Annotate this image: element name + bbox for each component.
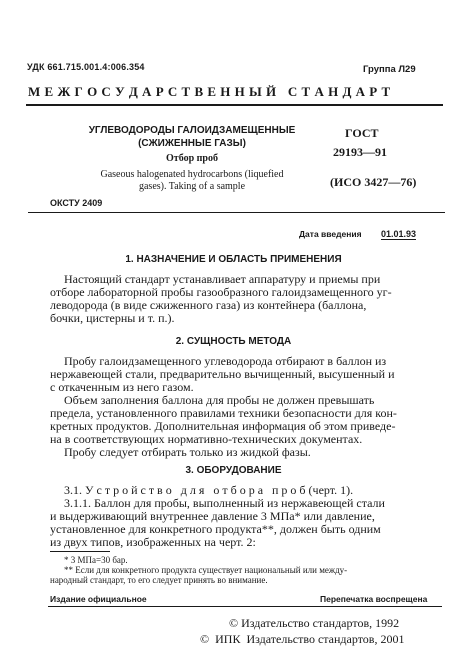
footnote-2-line2: народный стандарт, то его следует принять во внимание. bbox=[50, 575, 268, 585]
text-line: Пробу следует отбирать только из жидкой фазы. bbox=[64, 445, 311, 459]
section-2-heading: 2. СУЩНОСТЬ МЕТОДА bbox=[175, 336, 292, 347]
group-code: Группа Л29 bbox=[363, 64, 416, 75]
footer-rule bbox=[48, 606, 442, 607]
official-edition: Издание официальное bbox=[50, 594, 147, 604]
section-2-paragraph bbox=[50, 355, 418, 459]
text-line: леводорода (в виде сжиженного газа) из контейнера (баллона, bbox=[50, 298, 367, 312]
title-subtitle: Отбор проб bbox=[166, 153, 218, 164]
title-en-line1: Gaseous halogenated hydrocarbons (liquefied bbox=[100, 169, 284, 180]
header-rule bbox=[26, 104, 443, 106]
section-1-heading: 1. НАЗНАЧЕНИЕ И ОБЛАСТЬ ПРИМЕНЕНИЯ bbox=[125, 254, 342, 265]
iso-number: (ИСО 3427—76) bbox=[330, 175, 417, 189]
text-line: из двух типов, изображенных на черт. 2: bbox=[50, 535, 256, 549]
text-line: Пробу галоидзамещенного углеводорода отбирают в баллон из bbox=[64, 354, 387, 368]
title-rule bbox=[28, 212, 445, 213]
section-3-paragraph bbox=[50, 484, 418, 549]
text-line: и выдерживающий внутреннее давление 3 МПа* или давление, bbox=[50, 509, 375, 523]
text-line: бочки, цистерны и т. п.). bbox=[50, 311, 175, 325]
text-line: отборе лабораторной пробы газообразного галоидзамещенного уг- bbox=[50, 285, 392, 299]
udk-code: УДК 661.715.001.4:006.354 bbox=[27, 62, 145, 72]
gost-number: 29193—91 bbox=[333, 145, 387, 159]
footnote-rule bbox=[50, 551, 110, 552]
text-line: с откаченным из него газом. bbox=[50, 380, 194, 394]
text-line: предела, установленного правилами техники безопасности для кон- bbox=[50, 406, 397, 420]
title-line2: (СЖИЖЕННЫЕ ГАЗЫ) bbox=[138, 138, 246, 149]
text-line: кретных продуктов. Дополнительная информация об этом приведе- bbox=[50, 419, 396, 433]
copyright-1992: © Издательство стандартов, 1992 bbox=[229, 616, 400, 630]
section-3-heading: 3. ОБОРУДОВАНИЕ bbox=[185, 465, 282, 476]
reprint-notice: Перепечатка воспрещена bbox=[320, 594, 428, 604]
gost-label: ГОСТ bbox=[345, 126, 379, 140]
footnote-1: * 3 МПа=30 бар. bbox=[64, 555, 128, 565]
text-line: Объем заполнения баллона для пробы не должен превышать bbox=[64, 393, 375, 407]
okstu-code: ОКСТУ 2409 bbox=[50, 198, 103, 208]
text-line: на в соответствующих нормативно-технических документах. bbox=[50, 432, 363, 446]
title-en-line2: gases). Taking of a sample bbox=[138, 181, 246, 192]
text-line: 3.1.1. Баллон для пробы, выполненный из нержавеющей стали bbox=[64, 496, 385, 510]
text-line: установленное для конкретного продукта**, должен быть одним bbox=[50, 522, 381, 536]
standard-type: М Е Ж Г О С У Д А Р С Т В Е Н Н Ы Й С Т А Н Д А Р Т bbox=[28, 84, 391, 99]
text-line: нержавеющей стали, предварительно вычищенный, высушенный и bbox=[50, 367, 395, 381]
footnote-2-line1: ** Если для конкретного продукта существует национальный или между- bbox=[64, 565, 348, 575]
intro-date-label: Дата введения bbox=[299, 229, 362, 239]
copyright-2001: © ИПК Издательство стандартов, 2001 bbox=[200, 632, 405, 646]
text-line: 3.1. У с т р о й с т в о д л я о т б о р а п р о б (черт. 1). bbox=[64, 483, 354, 497]
title-line1: УГЛЕВОДОРОДЫ ГАЛОИДЗАМЕЩЕННЫЕ bbox=[88, 125, 296, 136]
section-1-paragraph bbox=[50, 273, 418, 325]
text-line: Настоящий стандарт устанавливает аппаратуру и приемы при bbox=[64, 272, 381, 286]
intro-date-value: 01.01.93 bbox=[381, 229, 417, 239]
